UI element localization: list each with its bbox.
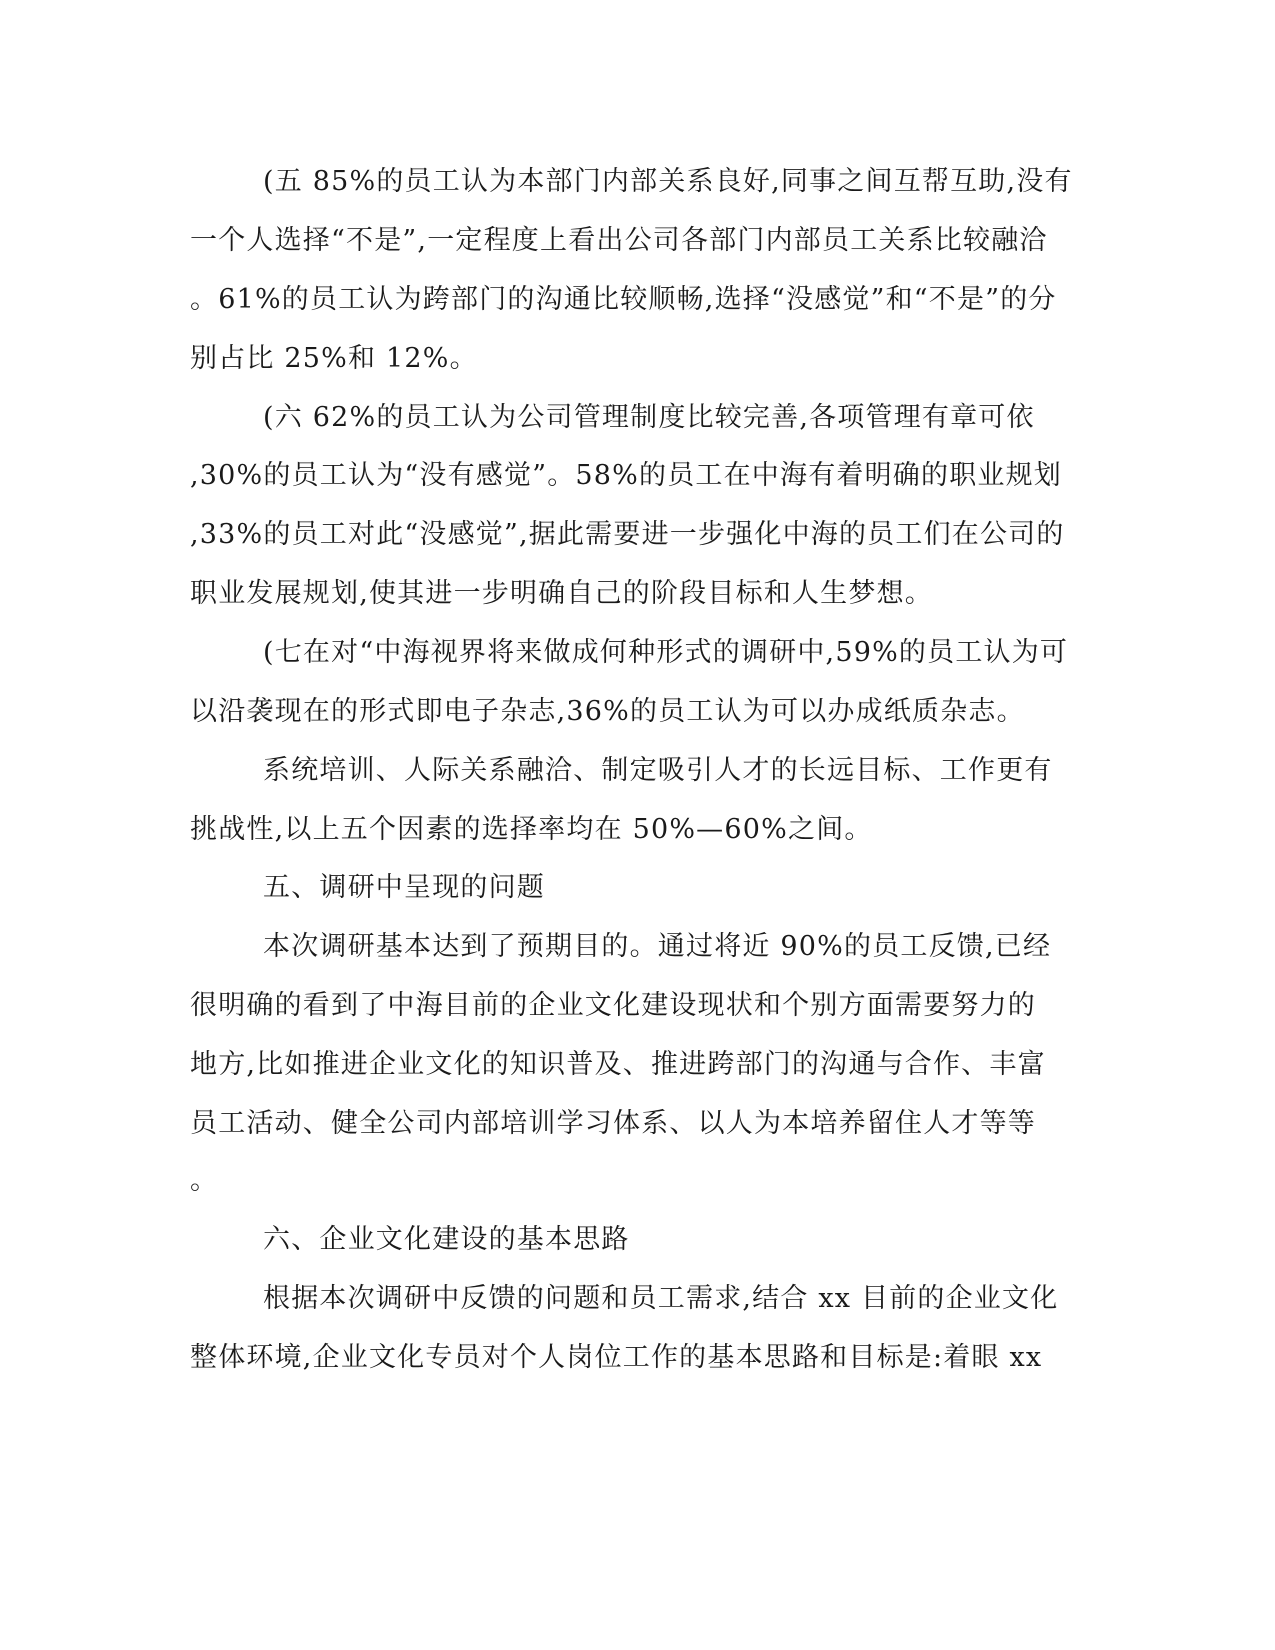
- text-line: (五 85%的员工认为本部门内部关系良好,同事之间互帮互助,没有: [263, 166, 1073, 197]
- section-heading: 五、调研中呈现的问题: [263, 872, 545, 903]
- text-line: (六 62%的员工认为公司管理制度比较完善,各项管理有章可依: [263, 402, 1035, 433]
- text-line: 。61%的员工认为跨部门的沟通比较顺畅,选择“没感觉”和“不是”的分: [190, 284, 1057, 315]
- text-line: ,30%的员工认为“没有感觉”。58%的员工在中海有着明确的职业规划: [190, 460, 1063, 491]
- text-line: ,33%的员工对此“没感觉”,据此需要进一步强化中海的员工们在公司的: [190, 519, 1065, 550]
- text-line: 整体环境,企业文化专员对个人岗位工作的基本思路和目标是:着眼 xx: [190, 1342, 1043, 1373]
- text-line: 根据本次调研中反馈的问题和员工需求,结合 xx 目前的企业文化: [263, 1283, 1059, 1314]
- text-line: 以沿袭现在的形式即电子杂志,36%的员工认为可以办成纸质杂志。: [190, 696, 1025, 727]
- text-line: 别占比 25%和 12%。: [190, 343, 478, 374]
- text-line: 很明确的看到了中海目前的企业文化建设现状和个别方面需要努力的: [190, 990, 1036, 1021]
- text-line: 一个人选择“不是”,一定程度上看出公司各部门内部员工关系比较融洽: [190, 225, 1048, 256]
- text-line: 本次调研基本达到了预期目的。通过将近 90%的员工反馈,已经: [263, 931, 1052, 962]
- text-line: 。: [190, 1165, 219, 1196]
- text-line: 地方,比如推进企业文化的知识普及、推进跨部门的沟通与合作、丰富: [190, 1049, 1046, 1080]
- text-line: 系统培训、人际关系融洽、制定吸引人才的长远目标、工作更有: [263, 755, 1053, 786]
- text-line: 员工活动、健全公司内部培训学习体系、以人为本培养留住人才等等: [190, 1108, 1036, 1139]
- text-line: 挑战性,以上五个因素的选择率均在 50%—60%之间。: [190, 814, 873, 845]
- section-heading: 六、企业文化建设的基本思路: [263, 1224, 630, 1255]
- text-line: (七在对“中海视界将来做成何种形式的调研中,59%的员工认为可: [263, 637, 1069, 668]
- text-line: 职业发展规划,使其进一步明确自己的阶段目标和人生梦想。: [190, 578, 933, 609]
